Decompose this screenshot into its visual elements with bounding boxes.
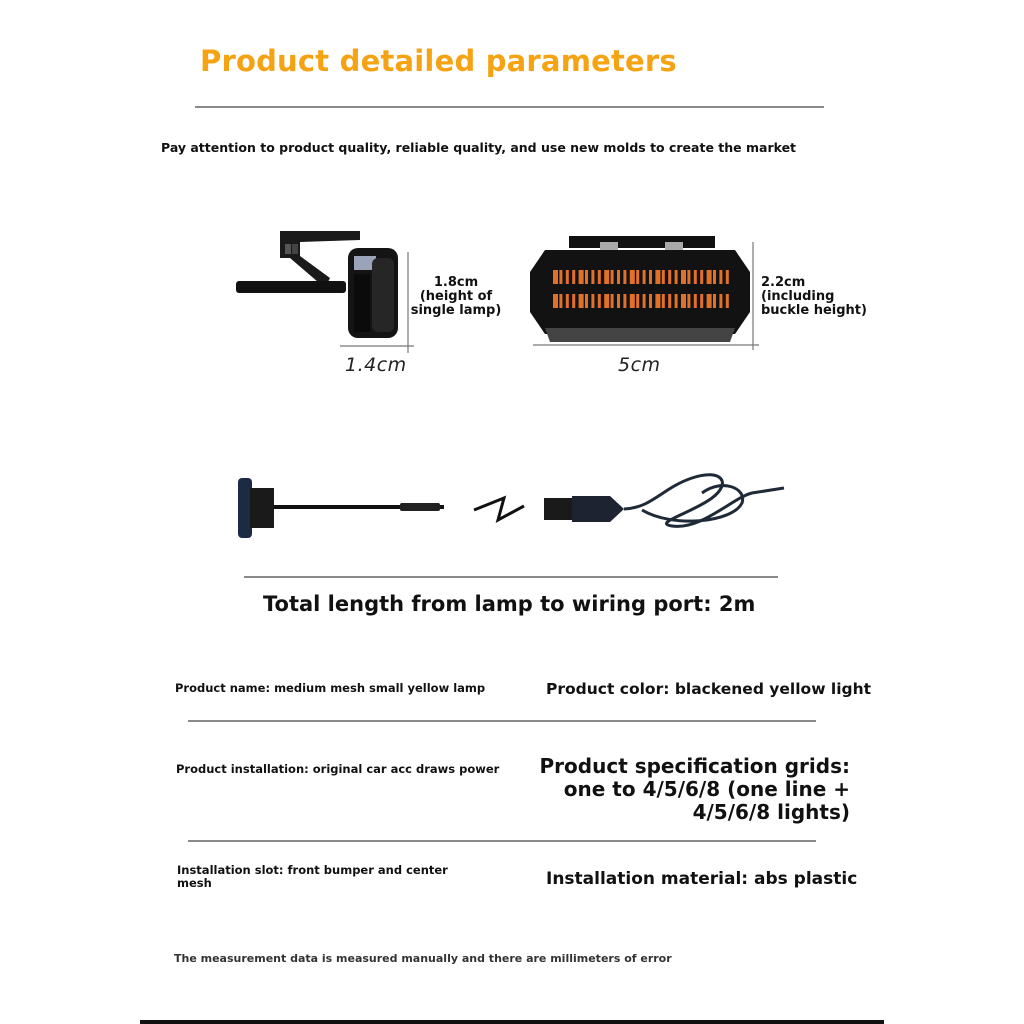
led-segment — [675, 270, 678, 284]
led-segment — [643, 270, 646, 284]
led-segment — [662, 270, 665, 284]
led-segment — [655, 294, 660, 308]
led-segment — [713, 270, 716, 284]
dim-line: 2.2cm — [761, 275, 806, 290]
lamp-bar-image — [525, 232, 765, 357]
led-segment — [611, 294, 614, 308]
led-segment — [643, 294, 646, 308]
product-installation: Product installation: original car acc draws power — [176, 762, 500, 776]
single-lamp-height-label — [408, 276, 504, 318]
led-segment — [649, 270, 652, 284]
total-length: Total length from lamp to wiring port: 2m — [263, 592, 756, 616]
led-segment — [598, 294, 601, 308]
led-segment — [719, 270, 722, 284]
spec-divider-2 — [188, 840, 816, 842]
led-segment — [668, 270, 671, 284]
led-segment — [585, 270, 588, 284]
product-name: Product name: medium mesh small yellow lamp — [175, 681, 486, 695]
installation-slot — [177, 864, 448, 890]
led-segment — [572, 294, 575, 308]
led-segment — [719, 294, 722, 308]
slot-line: Installation slot: front bumper and center — [177, 863, 448, 877]
lamp-bar-height-label — [761, 276, 867, 318]
page-title: Product detailed parameters — [200, 44, 677, 78]
single-lamp-image — [230, 228, 420, 353]
led-segment — [630, 294, 635, 308]
led-segment — [604, 294, 609, 308]
led-segment — [687, 270, 690, 284]
led-segment — [566, 270, 569, 284]
spec-line: 4/5/6/8 lights) — [692, 800, 850, 824]
led-segment — [553, 270, 558, 284]
led-segment — [553, 294, 558, 308]
led-segment — [585, 294, 588, 308]
lamp-bar-width-label: 5cm — [618, 354, 661, 376]
led-segment — [675, 294, 678, 308]
led-segment — [726, 270, 729, 284]
product-specification — [540, 755, 850, 824]
spec-line: one to 4/5/6/8 (one line + — [563, 777, 850, 801]
spec-line: Product specification grids: — [539, 754, 850, 778]
led-segment — [617, 270, 620, 284]
dim-line: buckle height) — [761, 303, 867, 318]
led-segment — [649, 294, 652, 308]
led-segment — [687, 294, 690, 308]
led-segment — [566, 294, 569, 308]
led-segment — [707, 294, 712, 308]
led-segment — [700, 270, 703, 284]
led-segment — [579, 270, 584, 284]
measurement-note: The measurement data is measured manually and there are millimeters of error — [174, 952, 672, 965]
dim-line: (including — [761, 289, 835, 304]
led-segment — [700, 294, 703, 308]
led-segment — [579, 294, 584, 308]
spec-divider-1 — [188, 720, 816, 722]
led-segment — [713, 294, 716, 308]
title-divider — [195, 106, 824, 108]
led-segment — [668, 294, 671, 308]
led-segment — [694, 294, 697, 308]
led-segment — [707, 270, 712, 284]
led-segment — [694, 270, 697, 284]
bottom-bar — [140, 1020, 884, 1024]
led-segment — [623, 294, 626, 308]
dim-line: (height of — [419, 289, 493, 304]
wiring-divider — [244, 576, 778, 578]
installation-material: Installation material: abs plastic — [546, 869, 858, 889]
led-segment — [559, 270, 562, 284]
led-segment — [662, 294, 665, 308]
dim-line: single lamp) — [410, 303, 502, 318]
led-segment — [604, 270, 609, 284]
led-segment — [630, 270, 635, 284]
led-segment — [617, 294, 620, 308]
led-segment — [681, 270, 686, 284]
dim-line: 1.8cm — [433, 275, 479, 290]
page-subtitle: Pay attention to product quality, reliable quality, and use new molds to create the market — [161, 140, 797, 155]
led-segment — [636, 270, 639, 284]
led-segment — [591, 270, 594, 284]
led-segment — [572, 270, 575, 284]
led-segment — [726, 294, 729, 308]
single-lamp-width-label: 1.4cm — [345, 354, 407, 376]
led-segment — [636, 294, 639, 308]
led-segment — [681, 294, 686, 308]
slot-line: mesh — [177, 876, 212, 890]
led-segment — [598, 270, 601, 284]
led-segment — [591, 294, 594, 308]
product-color: Product color: blackened yellow light — [546, 680, 872, 698]
led-segment — [655, 270, 660, 284]
led-segment — [611, 270, 614, 284]
wiring-image — [232, 458, 792, 548]
led-segment — [559, 294, 562, 308]
led-segment — [623, 270, 626, 284]
